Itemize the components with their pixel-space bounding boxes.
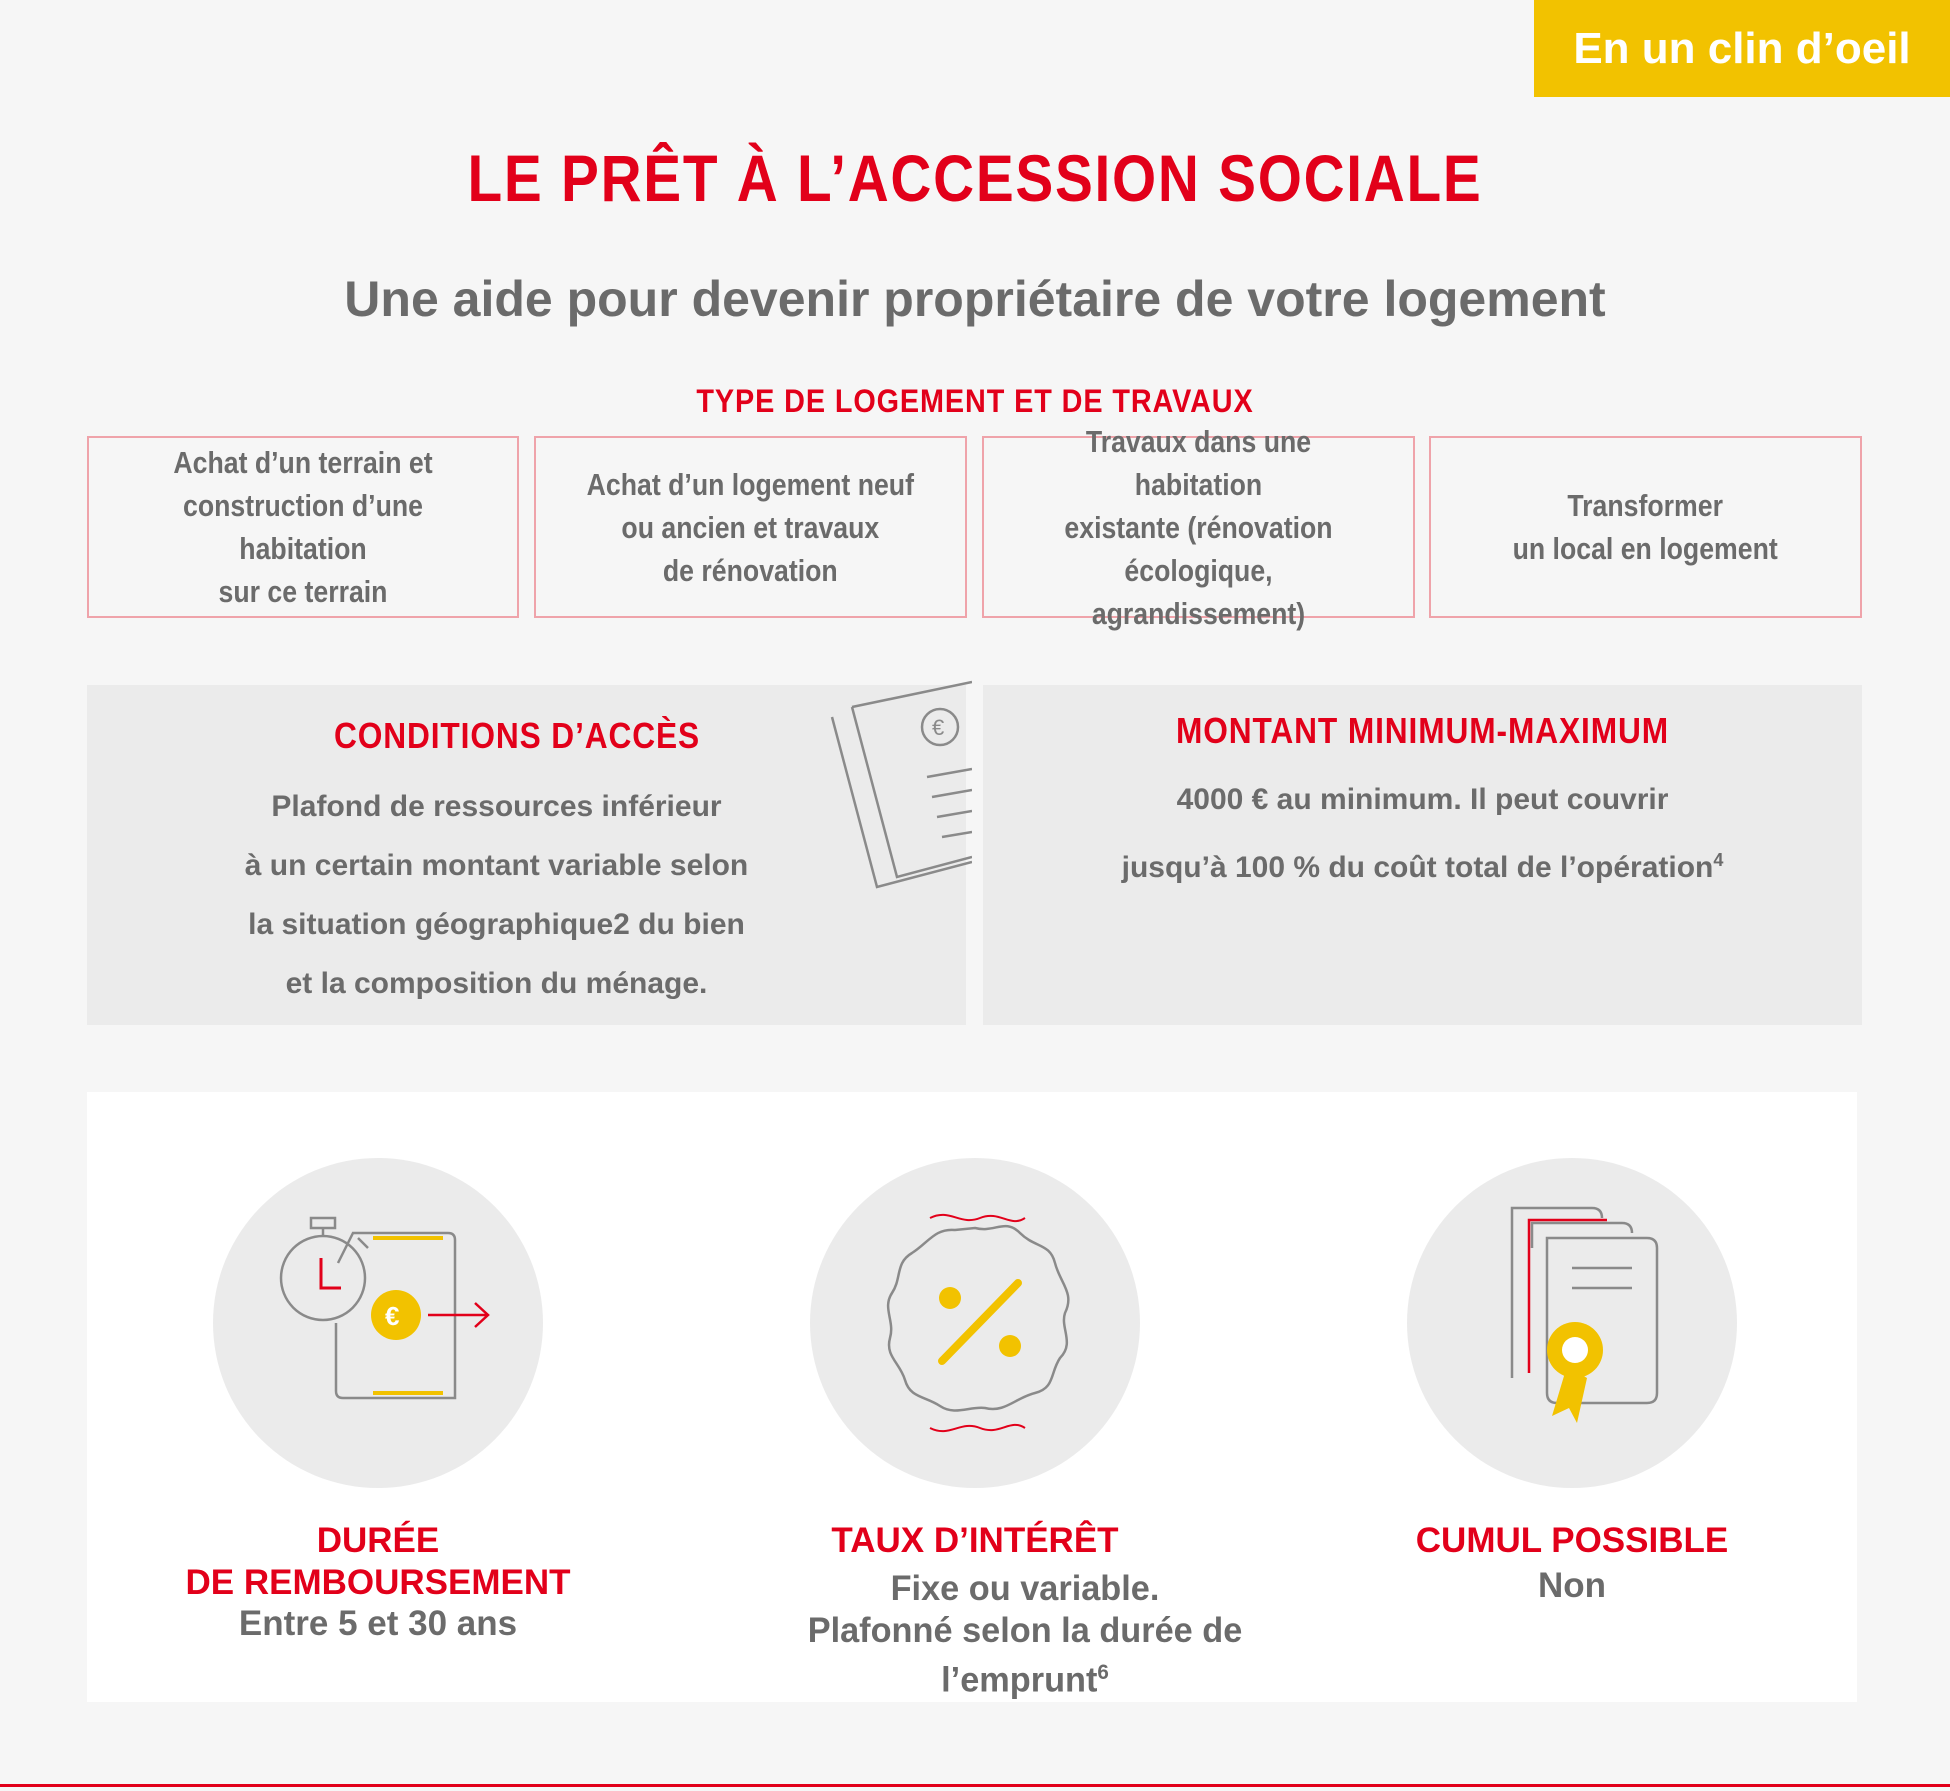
amount-text	[983, 770, 1862, 898]
type-box-label: Travaux dans une habitation existante (rénovation écologique, agrandissement)	[1064, 423, 1333, 631]
type-box-logement	[534, 436, 967, 618]
interest-title: TAUX D’INTÉRÊT	[831, 1521, 1119, 1560]
overview-tag: En un clin d’oeil	[1534, 0, 1950, 97]
page-title: LE PRÊT À L’ACCESSION SOCIALE	[467, 141, 1483, 215]
amount-text-body: 4000 € au minimum. Il peut couvrir jusqu’à 100 % du coût total de l’opération	[1121, 783, 1714, 884]
interest-circle	[810, 1158, 1140, 1488]
repayment-value: Entre 5 et 30 ans	[238, 1604, 518, 1643]
repayment-circle	[213, 1158, 543, 1488]
type-box-travaux	[982, 423, 1415, 631]
interest-footnote: 6	[1097, 1661, 1109, 1684]
interest-value-text: Fixe ou variable. Plafonné selon la durée de l’emprunt	[807, 1569, 1243, 1700]
type-box-label: Achat d’un terrain et construction d’une habitation sur ce terrain	[173, 445, 433, 609]
stopwatch-payment-icon	[213, 1158, 543, 1488]
cumul-circle	[1407, 1158, 1737, 1488]
repayment-title: DURÉE DE REMBOURSEMENT	[185, 1521, 571, 1602]
types-section-title: TYPE DE LOGEMENT ET DE TRAVAUX	[696, 383, 1254, 419]
amount-title: MONTANT MINIMUM-MAXIMUM	[1175, 710, 1669, 751]
type-box-label: Achat d’un logement neuf ou ancien et travaux de rénovation	[586, 466, 915, 588]
conditions-panel	[87, 685, 966, 1025]
type-box-terrain	[87, 436, 519, 618]
percent-badge-icon	[810, 1158, 1140, 1488]
svg-text:€: €	[932, 715, 945, 740]
amount-panel	[983, 685, 1862, 1025]
conditions-title: CONDITIONS D’ACCÈS	[333, 715, 701, 756]
amount-footnote: 4	[1713, 850, 1724, 870]
cumul-title: CUMUL POSSIBLE	[1415, 1521, 1729, 1560]
certificate-documents-icon	[1407, 1158, 1737, 1488]
bottom-divider	[0, 1784, 1950, 1787]
interest-value	[731, 1568, 1319, 1702]
type-box-transformer	[1429, 436, 1862, 618]
euro-document-icon	[822, 677, 972, 907]
svg-text:€: €	[385, 1301, 400, 1331]
cumul-value: Non	[1537, 1566, 1607, 1605]
conditions-text: Plafond de ressources inférieur à un certain montant variable selon la situation géographique2 du bien et la composition du ménage.	[244, 790, 749, 1000]
type-box-label: Transformer un local en logement	[1512, 488, 1779, 566]
page-subtitle: Une aide pour devenir propriétaire de votre logement	[344, 271, 1606, 327]
